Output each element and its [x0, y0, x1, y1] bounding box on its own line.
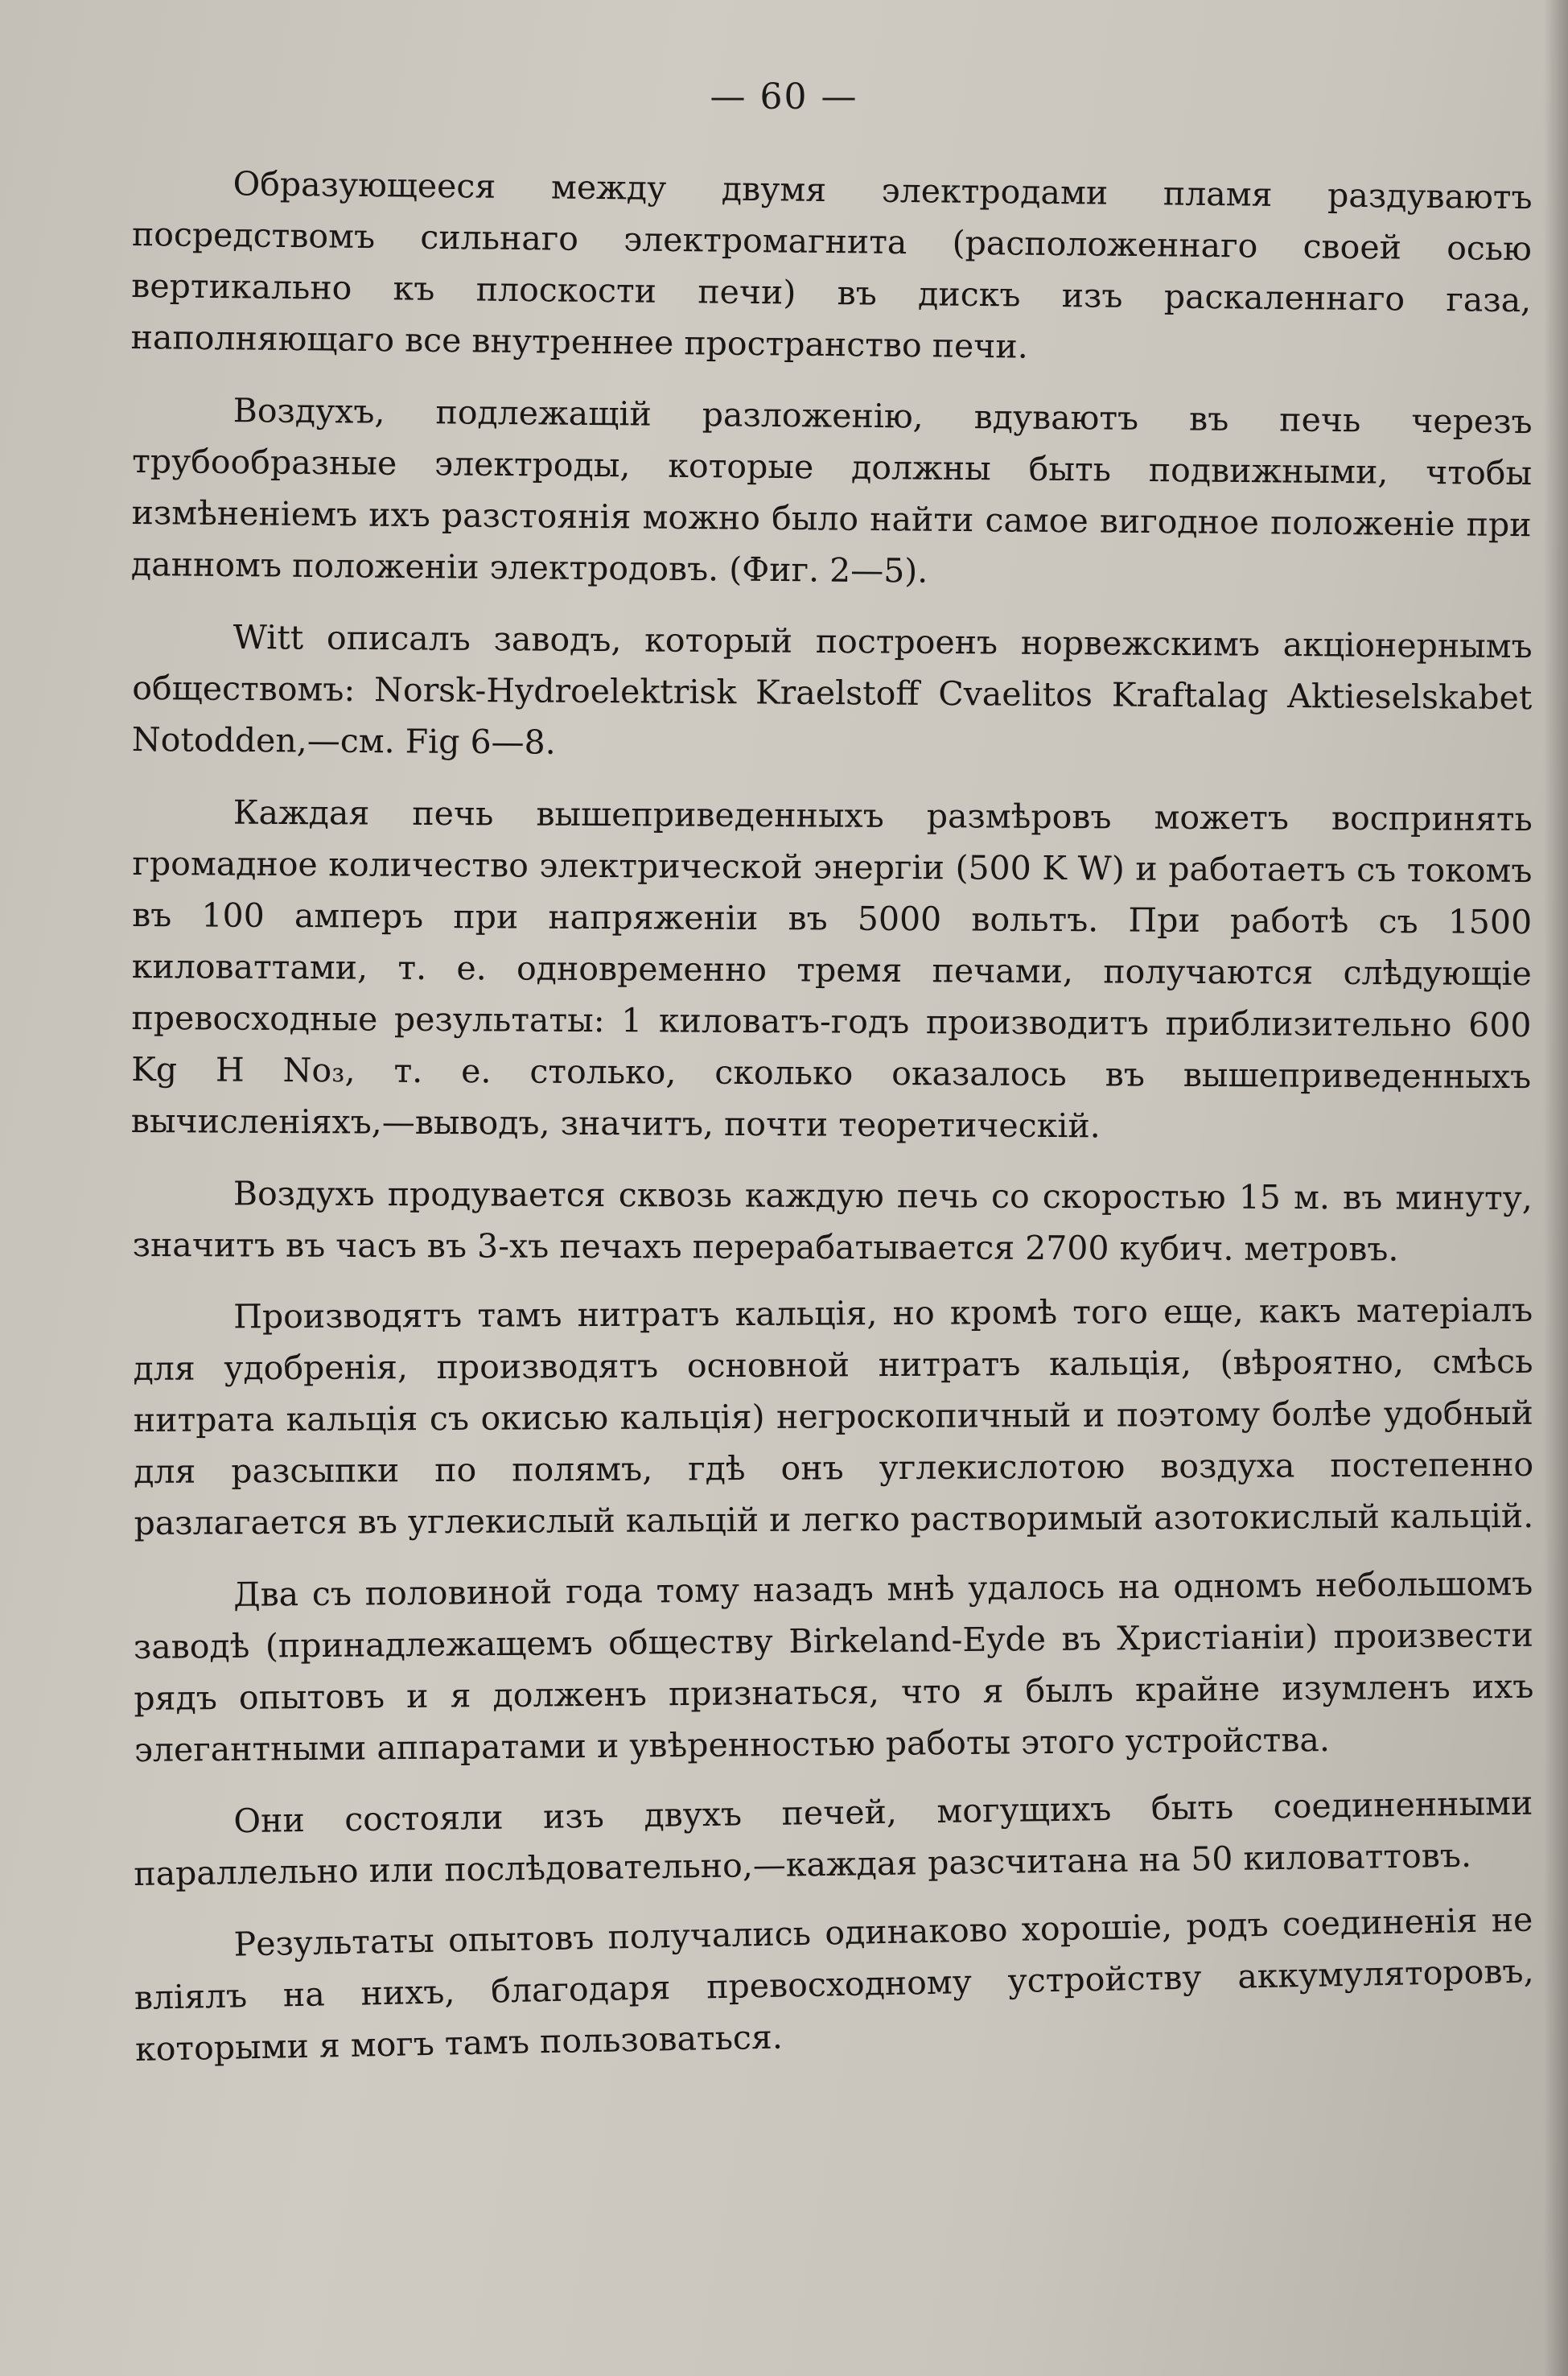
- body-text: [130, 157, 1534, 2096]
- paragraph-experiments: Два съ половиной года тому назадъ мнѣ удалось на одномъ небольшомъ заводѣ (принадлежащемъ обществу Birkeland-Eyde въ Христіаніи) произвести рядъ опытовъ и я долженъ признаться, что я былъ крайне изумленъ ихъ элегантными аппаратами и увѣренностью работы этого устройства.: [133, 1563, 1534, 1769]
- spine-shadow: [1544, 0, 1568, 2376]
- paragraph-furnace-power: Каждая печь вышеприведенныхъ размѣровъ можетъ воспринять громадное количество электрической энергіи (500 K W) и работаетъ съ токомъ въ 100 амперъ при напряженіи въ 5000 вольтъ. При работѣ съ 1500 киловаттами, т. е. одновременно тремя печами, получаются слѣдующіе превосходные результаты: 1 киловатъ-годъ производитъ приблизительно 600 Kg H No₃, т. е. столько, сколько оказалось въ вышеприведенныхъ вычисленіяхъ,—выводъ, значитъ, почти теоретическій.: [130, 793, 1533, 1146]
- paragraph-results: Результаты опытовъ получались одинаково хорошіе, родъ соединенія не вліялъ на нихъ, благодаря превосходному устройству аккумуляторовъ, которыми я могъ тамъ пользоваться.: [134, 1900, 1534, 2069]
- paragraph-plasma-disk: Образующееся между двумя электродами пламя раздуваютъ посредствомъ сильнаго электромагнита (расположеннаго своей осью вертикально къ плоскости печи) въ дискъ изъ раскаленнаго газа, наполняющаго все внутреннее пространство печи.: [130, 164, 1533, 366]
- paragraph-witt-factory: Witt описалъ заводъ, который построенъ норвежскимъ акціонернымъ обществомъ: Norsk-Hydroelektrisk Kraelstoff Cvaelitos Kraftalag Aktieselskabet Notodden,—см. Fig 6—8.: [131, 617, 1533, 762]
- paragraph-two-furnaces: Они состояли изъ двухъ печей, могущихъ быть соединенными параллельно или послѣдовательно,—каждая разсчитана на 50 киловаттовъ.: [134, 1783, 1533, 1893]
- paragraph-air-inlet: Воздухъ, подлежащій разложенію, вдуваютъ въ печь черезъ трубообразные электроды, которые должны быть подвижными, чтобы измѣненіемъ ихъ разстоянія можно было найти самое вигодное положеніе при данномъ положеніи электродовъ. (Фиг. 2—5).: [130, 391, 1533, 591]
- paragraph-calcium-nitrate: Производятъ тамъ нитратъ кальція, но кромѣ того еще, какъ матеріалъ для удобренія, производятъ основной нитратъ кальція, (вѣроятно, смѣсь нитрата кальція съ окисью кальція) негроскопичный и поэтому болѣе удобный для разсыпки по полямъ, гдѣ онъ углекислотою воздуха постепенно разлагается въ углекислый кальцій и легко растворимый азотокислый кальцій.: [133, 1290, 1534, 1542]
- paragraph-air-flow: Воздухъ продувается сквозь каждую печь со скоростью 15 м. въ минуту, значитъ въ часъ въ 3-хъ печахъ перерабатывается 2700 кубич. метровъ.: [132, 1174, 1533, 1269]
- page-number: — 60 —: [710, 76, 858, 117]
